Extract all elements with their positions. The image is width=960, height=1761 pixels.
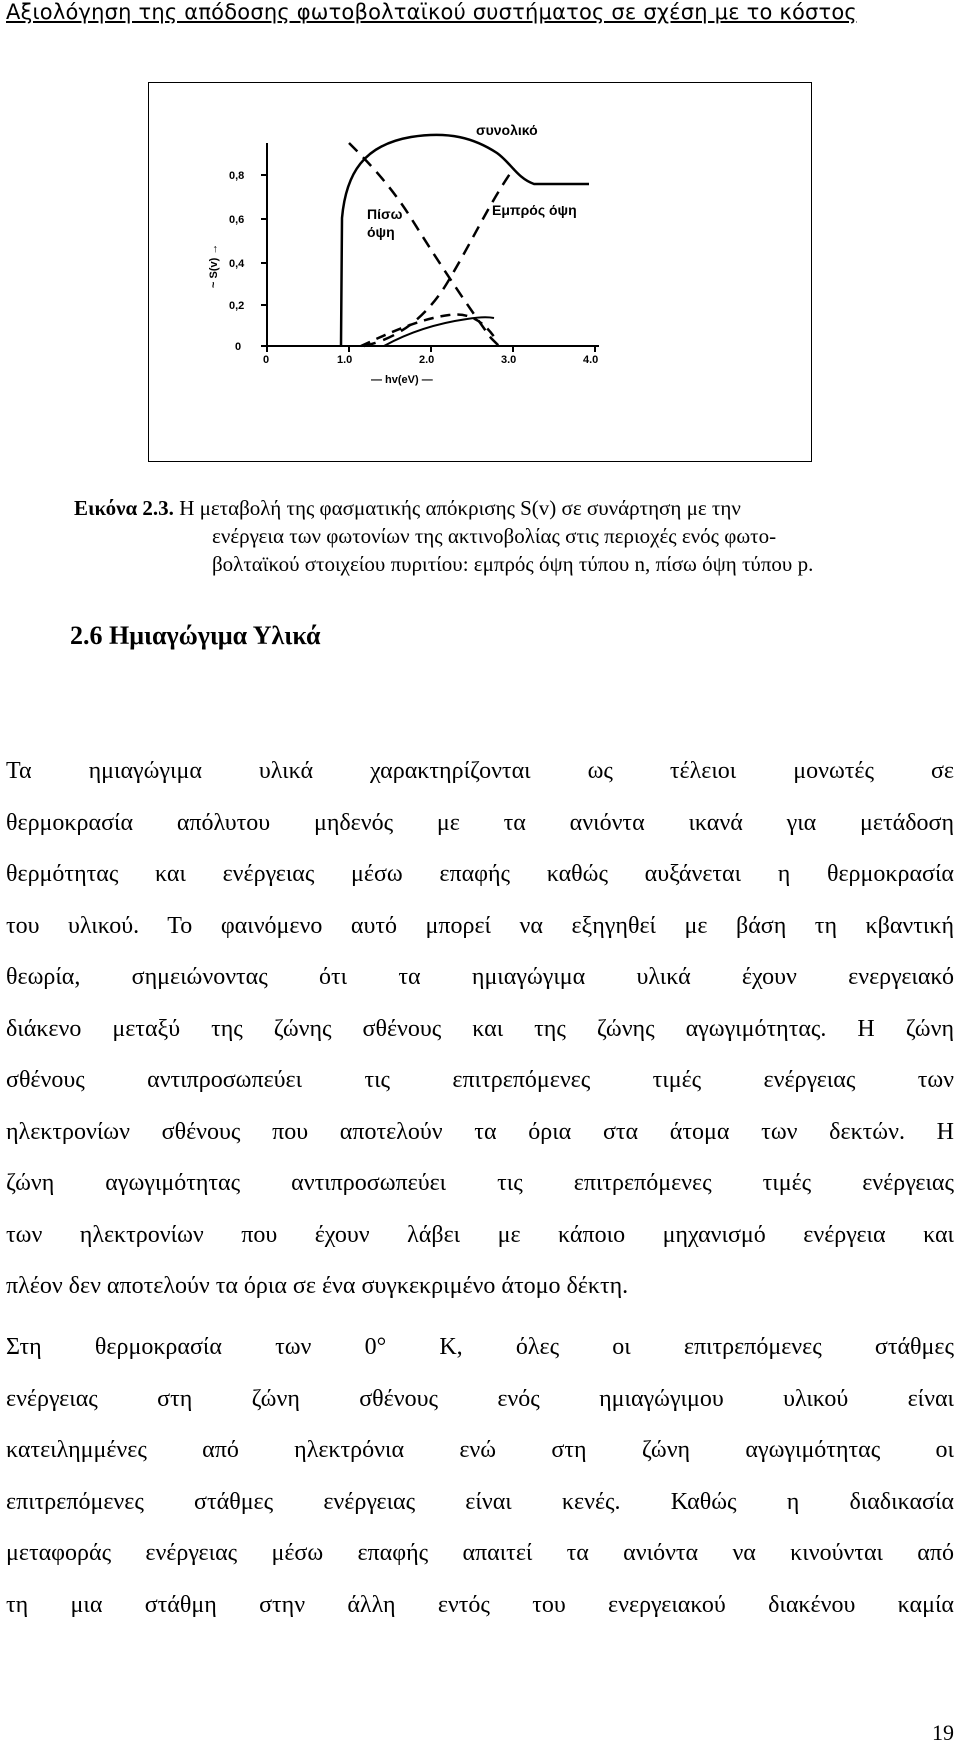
paragraph-line: πλέον δεν αποτελούν τα όρια σε ένα συγκεκριμένο άτομο δέκτη.	[6, 1273, 629, 1299]
back-curve-label-line2: όψη	[367, 224, 395, 240]
paragraph-line: θερμοκρασία απόλυτου μηδενός με τα ανιόντα ικανά για μετάδοση	[6, 809, 954, 836]
page-number: 19	[932, 1720, 954, 1745]
front-side-curve	[364, 168, 514, 346]
paragraph-1	[6, 746, 954, 1313]
caption-line1: Η μεταβολή της φασματικής απόκρισης S(v) σε συνάρτηση με την	[179, 496, 741, 520]
paragraph-line: μεταφοράς ενέργειας μέσω επαφής απαιτεί τα ανιόντα να κινούνται από	[6, 1540, 954, 1566]
paragraph-line: ηλεκτρονίων σθένους που αποτελούν τα όρια στα άτομα των δεκτών. Η	[6, 1118, 954, 1145]
front-curve-label: Εμπρός όψη	[492, 202, 577, 218]
paragraph-line: Τα ημιαγώγιμα υλικά χαρακτηρίζονται ως τέλειοι μονωτές σε	[6, 758, 954, 784]
y-tick-label: 0	[235, 341, 242, 353]
paragraph-line: σθένους αντιπροσωπεύει τις επιτρεπόμενες τιμές ενέργειας των	[6, 1067, 954, 1093]
x-tick-label: 2.0	[419, 354, 435, 366]
paragraph-line: κατειλημμένες από ηλεκτρόνια ενώ στη ζώνη αγωγιμότητας οι	[6, 1437, 954, 1463]
y-axis-label: ~ S(v) →	[208, 243, 220, 288]
paragraph-line: των ηλεκτρονίων που έχουν λάβει με κάποιο μηχανισμό ενέργεια και	[6, 1221, 954, 1248]
paragraph-line: θερμότητας και ενέργειας μέσω επαφής καθώς αυξάνεται η θερμοκρασία	[6, 861, 954, 887]
x-tick-label: 0	[263, 354, 270, 366]
spectral-response-figure	[148, 82, 812, 462]
y-tick-label: 0,8	[229, 170, 245, 182]
y-tick-label: 0,4	[229, 258, 245, 270]
y-tick-label: 0,6	[229, 214, 245, 226]
paragraph-line: ενέργειας στη ζώνη σθένους ενός ημιαγώγιμου υλικού είναι	[6, 1385, 954, 1412]
paragraph-line: επιτρεπόμενες στάθμες ενέργειας είναι κενές. Καθώς η διαδικασία	[6, 1488, 954, 1515]
spectral-response-chart	[149, 83, 811, 461]
caption-label: Εικόνα 2.3.	[74, 496, 174, 520]
paragraph-line: διάκενο μεταξύ της ζώνης σθένους και της ζώνης αγωγιμότητας. Η ζώνη	[6, 1015, 954, 1042]
caption-line2: ενέργεια των φωτονίων της ακτινοβολίας στις περιοχές ενός φωτο-	[212, 524, 777, 548]
lower-curve-a	[361, 314, 497, 346]
section-heading: 2.6 Ημιαγώγιμα Υλικά	[70, 621, 321, 650]
back-side-curve	[349, 143, 499, 346]
running-header: Αξιολόγηση της απόδοσης φωτοβολταϊκού συστήματος σε σχέση με το κόστος	[6, 0, 857, 24]
y-tick-label: 0,2	[229, 300, 245, 312]
x-tick-label: 1.0	[337, 354, 353, 366]
paragraph-line: του υλικού. Το φαινόμενο αυτό μπορεί να εξηγηθεί με βάση τη κβαντική	[6, 912, 954, 939]
paragraph-line: Στη θερμοκρασία των 0° K, όλες οι επιτρεπόμενες στάθμες	[6, 1334, 954, 1360]
x-axis-label: — hv(eV) —	[371, 374, 433, 386]
paragraph-line: τη μια στάθμη στην άλλη εντός του ενεργειακού διακένου καμία	[6, 1591, 954, 1618]
paragraph-line: ζώνη αγωγιμότητας αντιπροσωπεύει τις επιτρεπόμενες τιμές ενέργειας	[6, 1170, 954, 1196]
paragraph-2	[6, 1322, 954, 1631]
back-curve-label-line1: Πίσω	[367, 206, 403, 222]
paragraph-line: θεωρία, σημειώνοντας ότι τα ημιαγώγιμα υλικά έχουν ενεργειακό	[6, 964, 954, 990]
total-curve-label: συνολικό	[476, 122, 538, 138]
x-tick-label: 3.0	[501, 354, 517, 366]
x-tick-label: 4.0	[583, 354, 599, 366]
figure-caption	[74, 494, 813, 578]
caption-line3: βολταϊκού στοιχείου πυριτίου: εμπρός όψη τύπου n, πίσω όψη τύπου p.	[212, 552, 814, 576]
